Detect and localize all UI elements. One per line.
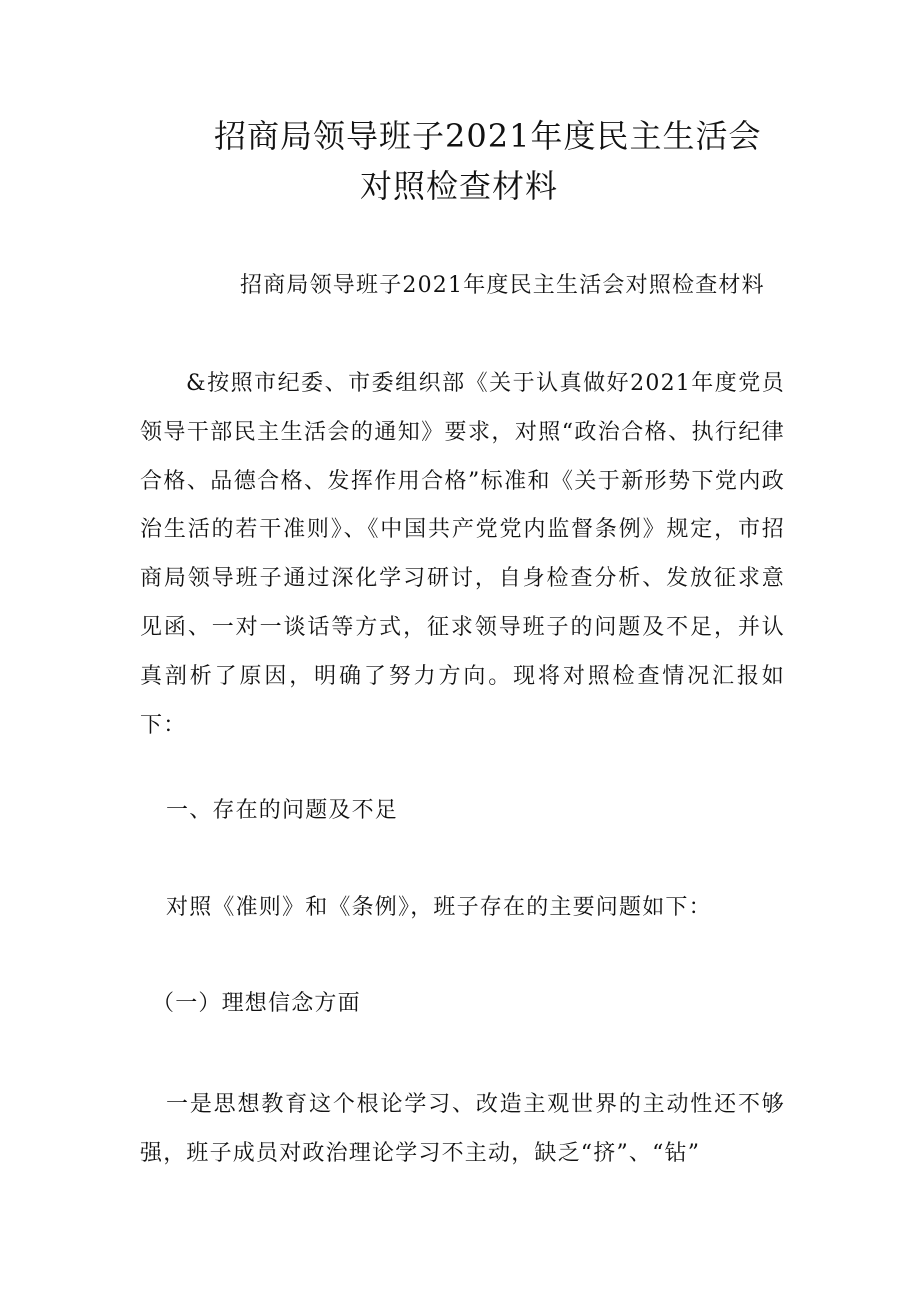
document-title-line-1: 招商局领导班子2021年度民主生活会 bbox=[214, 117, 762, 155]
section-heading-problems: 一、存在的问题及不足 bbox=[166, 798, 399, 823]
document-title-line-2: 对照检查材料 bbox=[360, 167, 559, 205]
subsection-body-paragraph: 一是思想教育这个根论学习、改造主观世界的主动性还不够强，班子成员对政治理论学习不主动，缺乏“挤”、“钻” bbox=[140, 1092, 785, 1166]
section-lead-paragraph: 对照《准则》和《条例》，班子存在的主要问题如下： bbox=[166, 895, 712, 920]
document-subtitle-paragraph: 招商局领导班子2021年度民主生活会对照检查材料 bbox=[240, 273, 765, 298]
intro-paragraph: &按照市纪委、市委组织部《关于认真做好2021年度党员领导干部民主生活会的通知》要求，对照“政治合格、执行纪律合格、品德合格、发挥作用合格”标准和《关于新形势下党内政治生活的若干准则》、《中国共产党党内监督条例》规定，市招商局领导班子通过深化学习研讨，自身检查分析、发放征求意见函、一对一谈话等方式，征求领导班子的问题及不足，并认真剖析了原因，明确了努力方向。现将对照检查情况汇报如下： bbox=[140, 371, 785, 738]
subsection-heading-ideals: （一）理想信念方面 bbox=[152, 991, 361, 1016]
